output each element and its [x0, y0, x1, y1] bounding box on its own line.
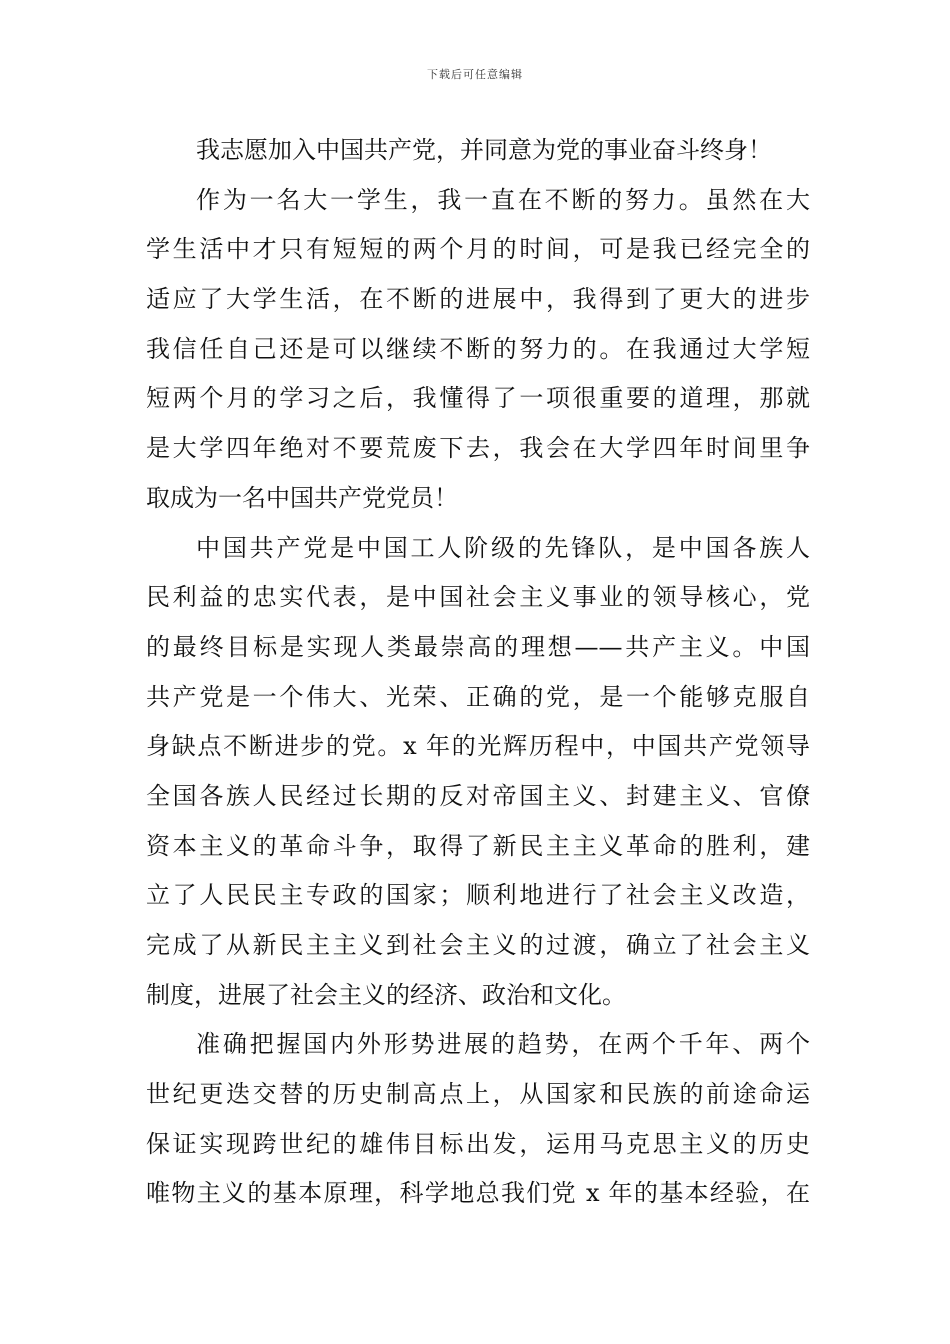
text-line: 立了人民民主专政的国家；顺利地进行了社会主义改造， [146, 881, 810, 910]
text-line: 保证实现跨世纪的雄伟目标出发，运用马克思主义的历史 [146, 1129, 810, 1158]
text-line: 我信任自己还是可以继续不断的努力的。在我通过大学短 [146, 334, 810, 363]
header-note: 下载后可任意编辑 [427, 68, 523, 81]
text-line: 制度，进展了社会主义的经济、政治和文化。 [146, 980, 626, 1009]
text-line: 资本主义的革命斗争，取得了新民主主义革命的胜利，建 [146, 831, 810, 860]
text-line: 完成了从新民主主义到社会主义的过渡，确立了社会主义 [146, 931, 810, 959]
text-line: 民利益的忠实代表，是中国社会主义事业的领导核心，党 [146, 583, 810, 612]
text-line: 唯物主义的基本原理，科学地总我们党 x 年的基本经验，在 [146, 1179, 810, 1208]
text-line: 全国各族人民经过长期的反对帝国主义、封建主义、官僚 [146, 781, 810, 810]
text-line: 短两个月的学习之后，我懂得了一项很重要的道理，那就 [146, 384, 810, 413]
text-line: 取成为一名中国共产党党员！ [146, 483, 458, 512]
text-line: 身缺点不断进步的党。x 年的光辉历程中，中国共产党领导 [146, 732, 810, 761]
text-line: 世纪更迭交替的历史制高点上，从国家和民族的前途命运 [146, 1080, 810, 1109]
text-line: 作为一名大一学生，我一直在不断的努力。虽然在大 [196, 185, 810, 214]
text-line: 学生活中才只有短短的两个月的时间，可是我已经完全的 [146, 235, 810, 264]
text-line: 我志愿加入中国共产党，并同意为党的事业奋斗终身！ [196, 136, 772, 164]
body-text [146, 126, 810, 1219]
text-line: 准确把握国内外形势进展的趋势，在两个千年、两个 [196, 1030, 810, 1059]
text-line: 共产党是一个伟大、光荣、正确的党，是一个能够克服自 [146, 682, 810, 711]
text-line: 是大学四年绝对不要荒废下去，我会在大学四年时间里争 [146, 434, 810, 463]
text-line: 的最终目标是实现人类最崇高的理想——共产主义。中国 [146, 632, 810, 661]
text-line: 适应了大学生活，在不断的进展中，我得到了更大的进步 [146, 285, 810, 314]
text-line: 中国共产党是中国工人阶级的先锋队，是中国各族人 [196, 533, 810, 562]
